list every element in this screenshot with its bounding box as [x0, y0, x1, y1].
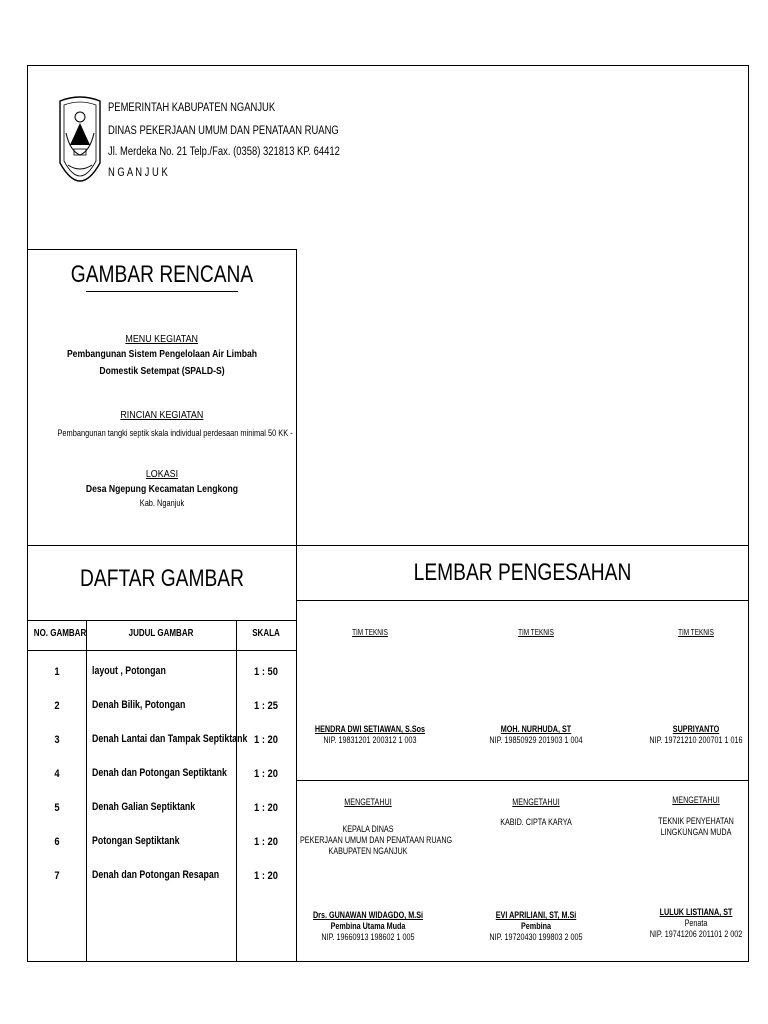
sig-nip: NIP. 19831201 200312 1 003 [323, 735, 417, 745]
sig-rank: Pembina Utama Muda [330, 921, 406, 931]
gambar-rencana-title: GAMBAR RENCANA [70, 261, 254, 288]
row-no: 3 [54, 734, 60, 746]
sig-name: MOH. NURHUDA, ST [500, 724, 572, 734]
sig-name: LULUK LISTIANA, ST [659, 907, 733, 917]
lokasi-label: LOKASI [145, 468, 179, 480]
sig-name: Drs. GUNAWAN WIDAGDO, M.Si [312, 910, 423, 920]
menu-kegiatan-line1: Pembangunan Sistem Pengelolaan Air Limbah [66, 348, 258, 360]
lokasi-sub: Kab. Nganjuk [139, 498, 185, 509]
daftar-table-header-bottom [27, 650, 297, 651]
signature-name-block [611, 724, 768, 746]
daftar-col-divider-1 [86, 620, 87, 962]
lembar-pengesahan-title: LEMBAR PENGESAHAN [413, 559, 632, 586]
sig-nip: NIP. 19850929 201903 1 004 [489, 735, 583, 745]
header-government-name: PEMERINTAH KABUPATEN NGANJUK [108, 102, 276, 114]
row-scale: 1 : 20 [254, 836, 278, 848]
signature-name-block [283, 910, 453, 943]
row-title: layout , Potongan [92, 665, 166, 677]
sig-rank: Pembina [520, 921, 551, 931]
sig-position-1: KABID. CIPTA KARYA [500, 817, 572, 827]
header-department-name: DINAS PEKERJAAN UMUM DAN PENATAAN RUANG [108, 125, 339, 137]
row-no: 2 [54, 700, 60, 712]
column-header-judul-gambar: JUDUL GAMBAR [128, 628, 194, 639]
rincian-kegiatan-label: RINCIAN KEGIATAN [120, 409, 204, 421]
row-scale: 1 : 20 [254, 870, 278, 882]
signature-position-block [451, 817, 621, 828]
sig-label: MENGETAHUI [344, 797, 392, 807]
menu-kegiatan-label: MENU KEGIATAN [125, 333, 199, 345]
signature-name-block [611, 907, 768, 940]
pengesahan-row-divider [296, 780, 749, 781]
header-city: N G A N J U K [108, 167, 168, 179]
signature-name-block [451, 724, 621, 746]
signature-block-mengetahui-3 [611, 795, 768, 806]
row-scale: 1 : 20 [254, 768, 278, 780]
divider-mid [27, 545, 749, 546]
signature-block-tim-teknis-3 [611, 628, 768, 638]
sig-name: EVI APRILIANI, ST, M.Si [495, 910, 577, 920]
sig-rank: Penata [684, 918, 708, 928]
signature-name-block [285, 724, 455, 746]
pengesahan-title-bottom [296, 600, 749, 601]
daftar-table-top [27, 620, 297, 621]
row-title: Denah Bilik, Potongan [92, 699, 186, 711]
signature-block-mengetahui-2 [451, 797, 621, 808]
row-no: 5 [54, 802, 60, 814]
row-title: Potongan Septiktank [92, 835, 180, 847]
daftar-gambar-title: DAFTAR GAMBAR [80, 565, 244, 592]
row-no: 1 [54, 666, 60, 678]
row-scale: 1 : 25 [254, 700, 278, 712]
row-scale: 1 : 50 [254, 666, 278, 678]
row-title: Denah Lantai dan Tampak Septiktank [92, 733, 248, 745]
signature-position-block [611, 816, 768, 838]
row-no: 7 [54, 870, 60, 882]
sig-name: HENDRA DWI SETIAWAN, S.Sos [314, 724, 426, 734]
gambar-rencana-underline [86, 291, 238, 292]
sig-position-3: KABUPATEN NGANJUK [328, 846, 408, 856]
divider-header [27, 249, 297, 250]
rincian-kegiatan-text: Pembangunan tangki septik skala individual perdesaan minimal 50 KK - [57, 428, 293, 439]
row-title: Denah dan Potongan Resapan [92, 869, 220, 881]
signature-position-block [283, 824, 453, 857]
sig-position-1: KEPALA DINAS [342, 824, 394, 834]
row-title: Denah dan Potongan Septiktank [92, 767, 227, 779]
signature-block-tim-teknis-2 [451, 628, 621, 638]
sig-nip: NIP. 19741206 201101 2 002 [649, 929, 743, 939]
sig-position-2: LINGKUNGAN MUDA [660, 827, 732, 837]
signature-block-mengetahui-1 [283, 797, 453, 808]
lokasi-main: Desa Ngepung Kecamatan Lengkong [85, 483, 239, 495]
column-header-no-gambar: NO. GAMBAR [33, 628, 87, 639]
signature-name-block [451, 910, 621, 943]
sig-position-2: PEKERJAAN UMUM DAN PENATAAN RUANG [300, 835, 453, 845]
sig-role: TIM TEKNIS [352, 628, 388, 637]
daftar-col-divider-2 [236, 620, 237, 962]
row-title: Denah Galian Septiktank [92, 801, 196, 813]
menu-kegiatan-line2: Domestik Setempat (SPALD-S) [99, 365, 225, 377]
sig-role: TIM TEKNIS [678, 628, 714, 637]
row-scale: 1 : 20 [254, 802, 278, 814]
sig-position-1: TEKNIK PENYEHATAN [658, 816, 734, 826]
emblem-logo-icon [56, 93, 104, 201]
column-header-skala: SKALA [252, 628, 280, 639]
sig-nip: NIP. 19720430 199803 2 005 [489, 932, 583, 942]
row-no: 4 [54, 768, 60, 780]
sig-label: MENGETAHUI [512, 797, 560, 807]
sig-role: TIM TEKNIS [518, 628, 554, 637]
signature-block-tim-teknis-1 [285, 628, 455, 638]
sig-label: MENGETAHUI [672, 795, 720, 805]
row-scale: 1 : 20 [254, 734, 278, 746]
sig-name: SUPRIYANTO [672, 724, 720, 734]
row-no: 6 [54, 836, 60, 848]
sig-nip: NIP. 19721210 200701 1 016 [649, 735, 743, 745]
sig-nip: NIP. 19660913 198602 1 005 [321, 932, 415, 942]
header-address: Jl. Merdeka No. 21 Telp./Fax. (0358) 321813 KP. 64412 [108, 146, 340, 158]
